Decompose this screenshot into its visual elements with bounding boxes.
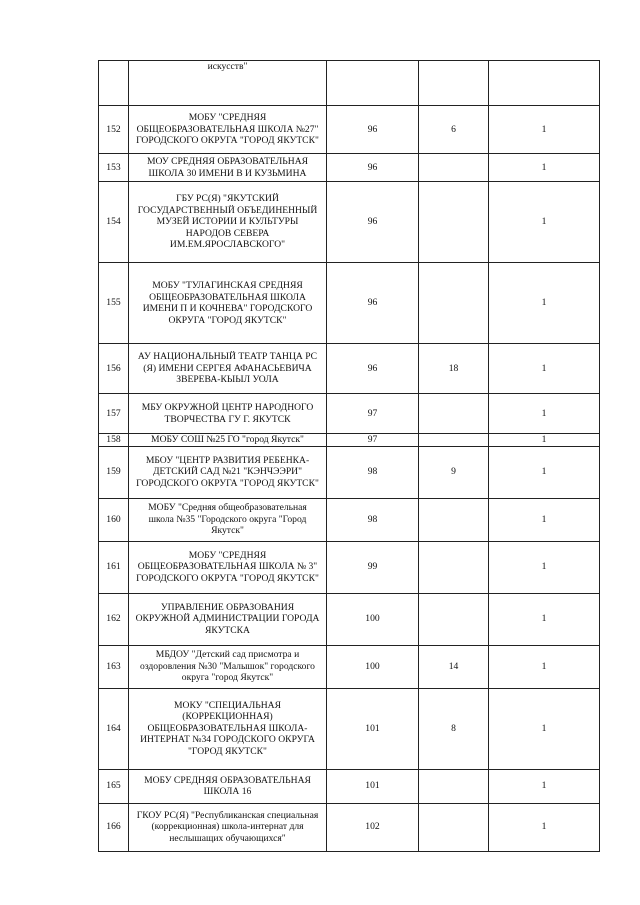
table-row: [99, 645, 600, 688]
organization-name: ГКОУ РС(Я) "Республиканская специальная (коррекционная) школа-интернат для неслышащих обучающихся": [129, 803, 327, 851]
organization-name: МОБУ СРЕДНЯЯ ОБРАЗОВАТЕЛЬНАЯ ШКОЛА 16: [129, 769, 327, 803]
value-col-4: [419, 593, 489, 645]
table-row: [99, 182, 600, 263]
row-number: 160: [99, 498, 129, 541]
organization-name: МБУ ОКРУЖНОЙ ЦЕНТР НАРОДНОГО ТВОРЧЕСТВА ГУ Г. ЯКУТСК: [129, 394, 327, 434]
table-row: [99, 344, 600, 394]
value-col-5: 1: [489, 645, 600, 688]
data-table: [98, 60, 600, 852]
row-number: 163: [99, 645, 129, 688]
organization-name: УПРАВЛЕНИЕ ОБРАЗОВАНИЯ ОКРУЖНОЙ АДМИНИСТРАЦИИ ГОРОДА ЯКУТСКА: [129, 593, 327, 645]
row-number: [99, 61, 129, 106]
value-col-5: 1: [489, 434, 600, 447]
organization-name: МОБУ "ТУЛАГИНСКАЯ СРЕДНЯЯ ОБЩЕОБРАЗОВАТЕЛЬНАЯ ШКОЛА ИМЕНИ П И КОЧНЕВА" ГОРОДСКОГО ОКРУГА "ГОРОД ЯКУТСК": [129, 263, 327, 344]
value-col-3: 96: [327, 106, 419, 154]
organization-name: МОУ СРЕДНЯЯ ОБРАЗОВАТЕЛЬНАЯ ШКОЛА 30 ИМЕНИ В И КУЗЬМИНА: [129, 154, 327, 182]
value-col-4: 8: [419, 688, 489, 769]
value-col-5: 1: [489, 106, 600, 154]
organization-name: искусств": [129, 61, 327, 106]
value-col-4: [419, 154, 489, 182]
value-col-4: 18: [419, 344, 489, 394]
row-number: 165: [99, 769, 129, 803]
table-body: [99, 61, 600, 852]
table-row: [99, 61, 600, 106]
value-col-4: 14: [419, 645, 489, 688]
value-col-4: [419, 434, 489, 447]
value-col-4: 9: [419, 446, 489, 498]
value-col-5: 1: [489, 344, 600, 394]
organization-name: АУ НАЦИОНАЛЬНЫЙ ТЕАТР ТАНЦА РС (Я) ИМЕНИ СЕРГЕЯ АФАНАСЬЕВИЧА ЗВЕРЕВА-КЫЫЛ УОЛА: [129, 344, 327, 394]
value-col-4: [419, 803, 489, 851]
value-col-3: 99: [327, 541, 419, 593]
row-number: 164: [99, 688, 129, 769]
table-row: [99, 541, 600, 593]
value-col-4: 6: [419, 106, 489, 154]
organization-name: МОБУ "СРЕДНЯЯ ОБЩЕОБРАЗОВАТЕЛЬНАЯ ШКОЛА №27" ГОРОДСКОГО ОКРУГА "ГОРОД ЯКУТСК": [129, 106, 327, 154]
organization-name: МОБУ СОШ №25 ГО "город Якутск": [129, 434, 327, 447]
value-col-4: [419, 498, 489, 541]
value-col-4: [419, 182, 489, 263]
value-col-5: 1: [489, 688, 600, 769]
row-number: 153: [99, 154, 129, 182]
table-row: [99, 769, 600, 803]
value-col-3: 98: [327, 446, 419, 498]
value-col-3: 101: [327, 688, 419, 769]
value-col-5: 1: [489, 182, 600, 263]
organization-name: МОБУ "СРЕДНЯЯ ОБЩЕОБРАЗОВАТЕЛЬНАЯ ШКОЛА № 3" ГОРОДСКОГО ОКРУГА "ГОРОД ЯКУТСК": [129, 541, 327, 593]
value-col-3: 96: [327, 182, 419, 263]
value-col-3: 100: [327, 645, 419, 688]
value-col-5: 1: [489, 446, 600, 498]
value-col-5: [489, 61, 600, 106]
table-row: [99, 688, 600, 769]
value-col-3: 102: [327, 803, 419, 851]
row-number: 161: [99, 541, 129, 593]
value-col-4: [419, 394, 489, 434]
value-col-5: 1: [489, 154, 600, 182]
organization-name: МБДОУ "Детский сад присмотра и оздоровления №30 "Малышок" городского округа "город Якутск": [129, 645, 327, 688]
value-col-4: [419, 541, 489, 593]
value-col-5: 1: [489, 498, 600, 541]
organization-name: МБОУ "ЦЕНТР РАЗВИТИЯ РЕБЕНКА-ДЕТСКИЙ САД №21 "КЭНЧЭЭРИ" ГОРОДСКОГО ОКРУГА "ГОРОД ЯКУТСК": [129, 446, 327, 498]
table-row: [99, 154, 600, 182]
value-col-3: 96: [327, 344, 419, 394]
value-col-3: 96: [327, 154, 419, 182]
row-number: 154: [99, 182, 129, 263]
value-col-5: 1: [489, 541, 600, 593]
table-row: [99, 434, 600, 447]
value-col-4: [419, 61, 489, 106]
value-col-3: 97: [327, 434, 419, 447]
organization-name: МОБУ "Средняя общеобразовательная школа №35 "Городского округа "Город Якутск": [129, 498, 327, 541]
row-number: 158: [99, 434, 129, 447]
table-row: [99, 263, 600, 344]
organization-name: МОКУ "СПЕЦИАЛЬНАЯ (КОРРЕКЦИОННАЯ) ОБЩЕОБРАЗОВАТЕЛЬНАЯ ШКОЛА-ИНТЕРНАТ №34 ГОРОДСКОГО ОКРУГА "ГОРОД ЯКУТСК": [129, 688, 327, 769]
row-number: 157: [99, 394, 129, 434]
organization-name: ГБУ РС(Я) "ЯКУТСКИЙ ГОСУДАРСТВЕННЫЙ ОБЪЕДИНЕННЫЙ МУЗЕЙ ИСТОРИИ И КУЛЬТУРЫ НАРОДОВ СЕВЕРА ИМ.ЕМ.ЯРОСЛАВСКОГО": [129, 182, 327, 263]
value-col-3: 96: [327, 263, 419, 344]
value-col-4: [419, 769, 489, 803]
row-number: 162: [99, 593, 129, 645]
row-number: 152: [99, 106, 129, 154]
row-number: 155: [99, 263, 129, 344]
value-col-5: 1: [489, 263, 600, 344]
value-col-5: 1: [489, 769, 600, 803]
table-row: [99, 106, 600, 154]
value-col-3: 100: [327, 593, 419, 645]
row-number: 166: [99, 803, 129, 851]
row-number: 156: [99, 344, 129, 394]
value-col-4: [419, 263, 489, 344]
table-row: [99, 593, 600, 645]
table-row: [99, 446, 600, 498]
table-row: [99, 803, 600, 851]
value-col-3: 98: [327, 498, 419, 541]
value-col-3: [327, 61, 419, 106]
value-col-3: 97: [327, 394, 419, 434]
value-col-5: 1: [489, 593, 600, 645]
value-col-5: 1: [489, 803, 600, 851]
table-row: [99, 498, 600, 541]
table-row: [99, 394, 600, 434]
value-col-5: 1: [489, 394, 600, 434]
row-number: 159: [99, 446, 129, 498]
value-col-3: 101: [327, 769, 419, 803]
